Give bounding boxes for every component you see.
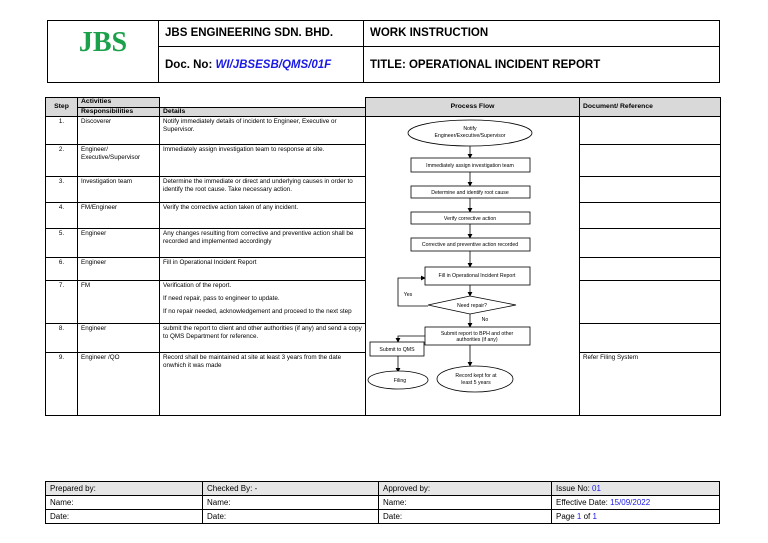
notify-label-2: Engineer/Executive/Supervisor (434, 133, 506, 139)
filing-label: Filing (393, 378, 407, 384)
approved-date: Date: (379, 510, 552, 524)
assign-label: Immediately assign investigation team (426, 163, 514, 169)
responsibility: Engineer /QO (78, 353, 160, 416)
page-number: Page 1 of 1 (552, 510, 720, 524)
issue-no-value: 01 (592, 484, 601, 493)
details: Immediately assign investigation team to response at site. (160, 145, 366, 177)
step-number: 5. (46, 229, 78, 258)
header-details: Details (160, 108, 366, 117)
doc-no-label: Doc. No: (165, 59, 213, 71)
responsibility: Discoverer (78, 117, 160, 145)
details: Notify immediately details of incident to Engineer, Executive or Supervisor. (160, 117, 366, 145)
fill-report-label: Fill in Operational Incident Report (438, 273, 516, 279)
prepared-name: Name: (46, 496, 203, 510)
record-label-1: Record kept for at (455, 373, 497, 379)
doc-no-value: WI/JBSESB/QMS/01F (215, 59, 332, 71)
step-number: 9. (46, 353, 78, 416)
step-number: 4. (46, 203, 78, 229)
verify-label: Verify corrective action (443, 216, 497, 222)
document-reference: Refer Filing System (580, 353, 721, 416)
responsibility: Engineer/ Executive/Supervisor (78, 145, 160, 177)
approved-by: Approved by: (379, 482, 552, 496)
doc-type: WORK INSTRUCTION (370, 27, 489, 39)
flow-arrow-yes (398, 278, 428, 306)
record-kept-terminal (437, 366, 513, 392)
details: submit the report to client and other authorities (if any) and send a copy to QMS Department for reference. (160, 324, 366, 353)
step-number: 6. (46, 258, 78, 281)
prepared-date: Date: (46, 510, 203, 524)
approved-name: Name: (379, 496, 552, 510)
yes-label: Yes (403, 292, 413, 298)
details: Any changes resulting from corrective and preventive action shall be recorded and implemented accordingly (160, 229, 366, 258)
prepared-by: Prepared by: (46, 482, 203, 496)
responsibility: Engineer (78, 324, 160, 353)
need-repair-label: Need repair? (457, 303, 487, 309)
header-activities: Activities (78, 98, 160, 108)
details-line: Verification of the report. (163, 282, 232, 290)
record-label-2: least 5 years (461, 380, 491, 386)
notify-label-1: Notify (463, 126, 477, 132)
step-number: 7. (46, 281, 78, 324)
responsibility: FM/Engineer (78, 203, 160, 229)
header-document-reference: Document/ Reference (580, 98, 721, 117)
company-logo: JBS (78, 27, 128, 58)
header-step: Step (46, 98, 78, 117)
flow-arrow (398, 336, 425, 342)
effective-date-value: 15/09/2022 (610, 498, 651, 507)
approval-footer (45, 481, 720, 524)
corrective-label: Corrective and preventive action recorded (421, 242, 519, 248)
details: Determine the immediate or direct and underlying causes in order to identify the root cause. Take necessary action. (160, 177, 366, 203)
submit-qms-label: Submit to QMS (379, 347, 415, 353)
step-number: 2. (46, 145, 78, 177)
details-line: If no repair needed, acknowledgement and proceed to the next step (163, 308, 352, 316)
details: Record shall be maintained at site at least 3 years from the date onwhich it was made (160, 353, 366, 416)
responsibility: Engineer (78, 229, 160, 258)
determine-label: Determine and identify root cause (431, 190, 509, 196)
submit-bph-label-2: authorities (if any) (456, 337, 498, 343)
submit-bph-label-1: Submit report to BPH and other (440, 331, 514, 337)
details: Verify the corrective action taken of any incident. (160, 203, 366, 229)
checked-date: Date: (203, 510, 379, 524)
step-number: 8. (46, 324, 78, 353)
responsibility: FM (78, 281, 160, 324)
responsibility: Investigation team (78, 177, 160, 203)
no-label: No (481, 317, 489, 323)
header-process-flow: Process Flow (366, 98, 580, 117)
step-number: 1. (46, 117, 78, 145)
details-line: If need repair, pass to engineer to update. (163, 294, 280, 302)
issue-no: Issue No: 01 (552, 482, 720, 496)
details: Fill in Operational Incident Report (160, 258, 366, 281)
checked-by: Checked By: - (203, 482, 379, 496)
doc-title: TITLE: OPERATIONAL INCIDENT REPORT (370, 59, 601, 71)
company-name: JBS ENGINEERING SDN. BHD. (165, 27, 334, 39)
step-number: 3. (46, 177, 78, 203)
header-responsibilities: Responsibilities (78, 108, 160, 117)
effective-date: Effective Date: 15/09/2022 (552, 496, 720, 510)
checked-name: Name: (203, 496, 379, 510)
responsibility: Engineer (78, 258, 160, 281)
